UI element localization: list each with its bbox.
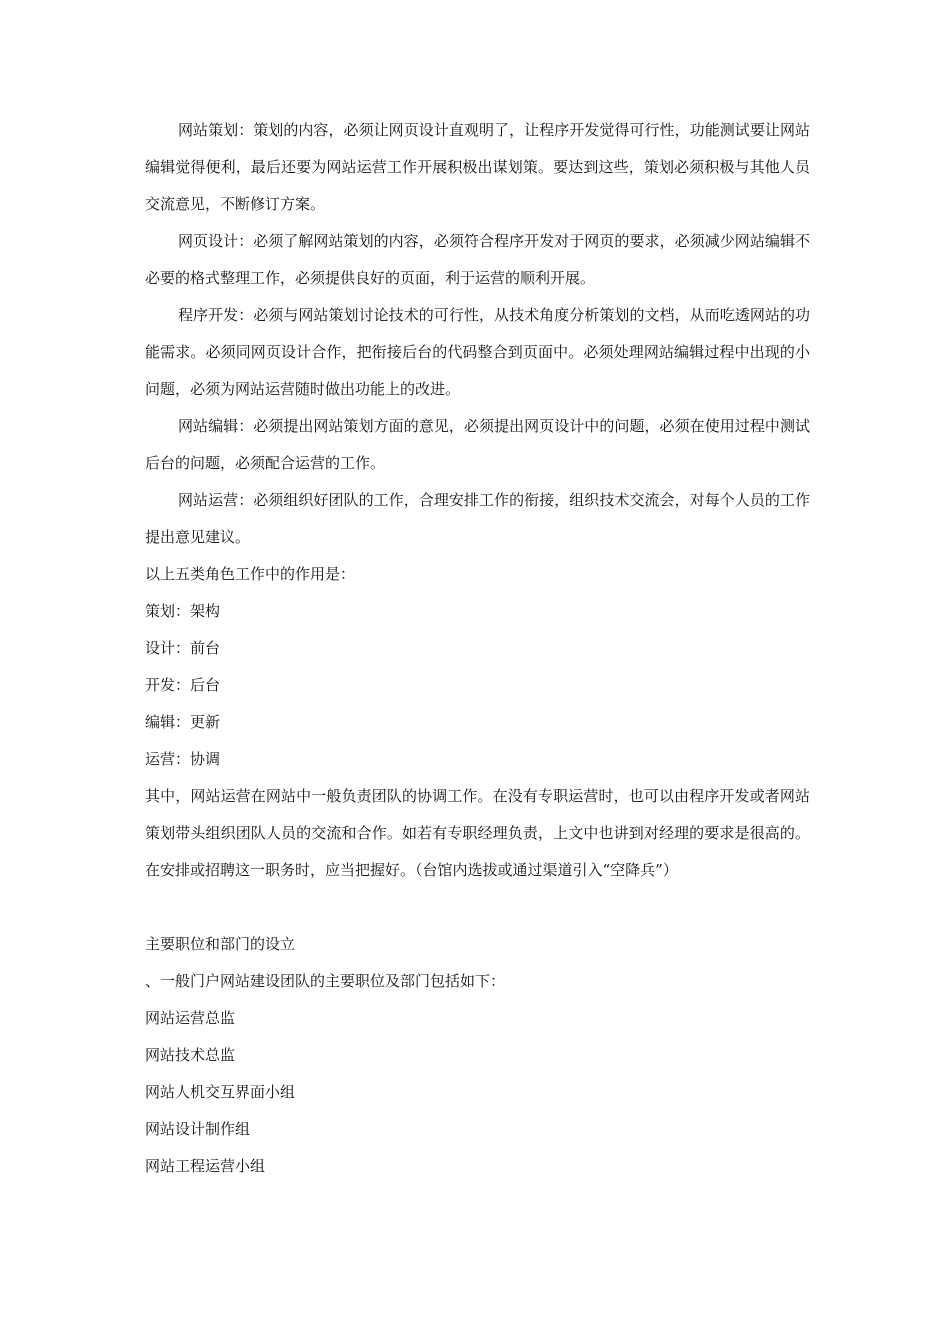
position-item-design-team: 网站设计制作组: [145, 1120, 251, 1138]
paragraph-website-planning: 网站策划：策划的内容，必须让网页设计直观明了，让程序开发觉得可行性，功能测试要让网站编辑觉得便利，最后还要为网站运营工作开展积极出谋划策。要达到这些，策划必须积极与其他人员交流意见，不断修订方案。: [145, 121, 810, 213]
paragraph-web-design: 网页设计：必须了解网站策划的内容，必须符合程序开发对于网页的要求，必须减少网站编辑不必要的格式整理工作，必须提供良好的页面，利于运营的顺利开展。: [145, 232, 810, 287]
section-title: 主要职位和部门的设立: [145, 935, 296, 953]
role-item-planning: 策划：架构: [145, 602, 221, 620]
roles-intro: 以上五类角色工作中的作用是：: [145, 565, 356, 583]
position-item-technical-director: 网站技术总监: [145, 1046, 236, 1064]
role-item-design: 设计：前台: [145, 639, 221, 657]
role-item-operation: 运营：协调: [145, 750, 221, 768]
position-item-engineering-ops-team: 网站工程运营小组: [145, 1157, 266, 1175]
position-item-hci-team: 网站人机交互界面小组: [145, 1083, 296, 1101]
paragraph-website-operation: 网站运营：必须组织好团队的工作，合理安排工作的衔接，组织技术交流会，对每个人员的工作提出意见建议。: [145, 491, 810, 546]
role-item-editing: 编辑：更新: [145, 713, 221, 731]
paragraph-website-editing: 网站编辑：必须提出网站策划方面的意见，必须提出网页设计中的问题，必须在使用过程中测试后台的问题，必须配合运营的工作。: [145, 417, 810, 472]
section-intro: 、一般门户网站建设团队的主要职位及部门包括如下：: [145, 972, 506, 990]
paragraph-program-development: 程序开发：必须与网站策划讨论技术的可行性，从技术角度分析策划的文档，从而吃透网站的功能需求。必须同网页设计合作，把衔接后台的代码整合到页面中。必须处理网站编辑过程中出现的小问题，必须为网站运营随时做出功能上的改进。: [145, 306, 810, 398]
position-item-operations-director: 网站运营总监: [145, 1009, 236, 1027]
role-item-development: 开发：后台: [145, 676, 221, 694]
blank-line: [145, 889, 810, 926]
document-body: [145, 112, 810, 1185]
summary-paragraph: 其中，网站运营在网站中一般负责团队的协调工作。在没有专职运营时，也可以由程序开发或者网站策划带头组织团队人员的交流和合作。如若有专职经理负责，上文中也讲到对经理的要求是很高的。在安排或招聘这一职务时，应当把握好。（台馆内选拔或通过渠道引入“空降兵”）: [145, 787, 810, 879]
